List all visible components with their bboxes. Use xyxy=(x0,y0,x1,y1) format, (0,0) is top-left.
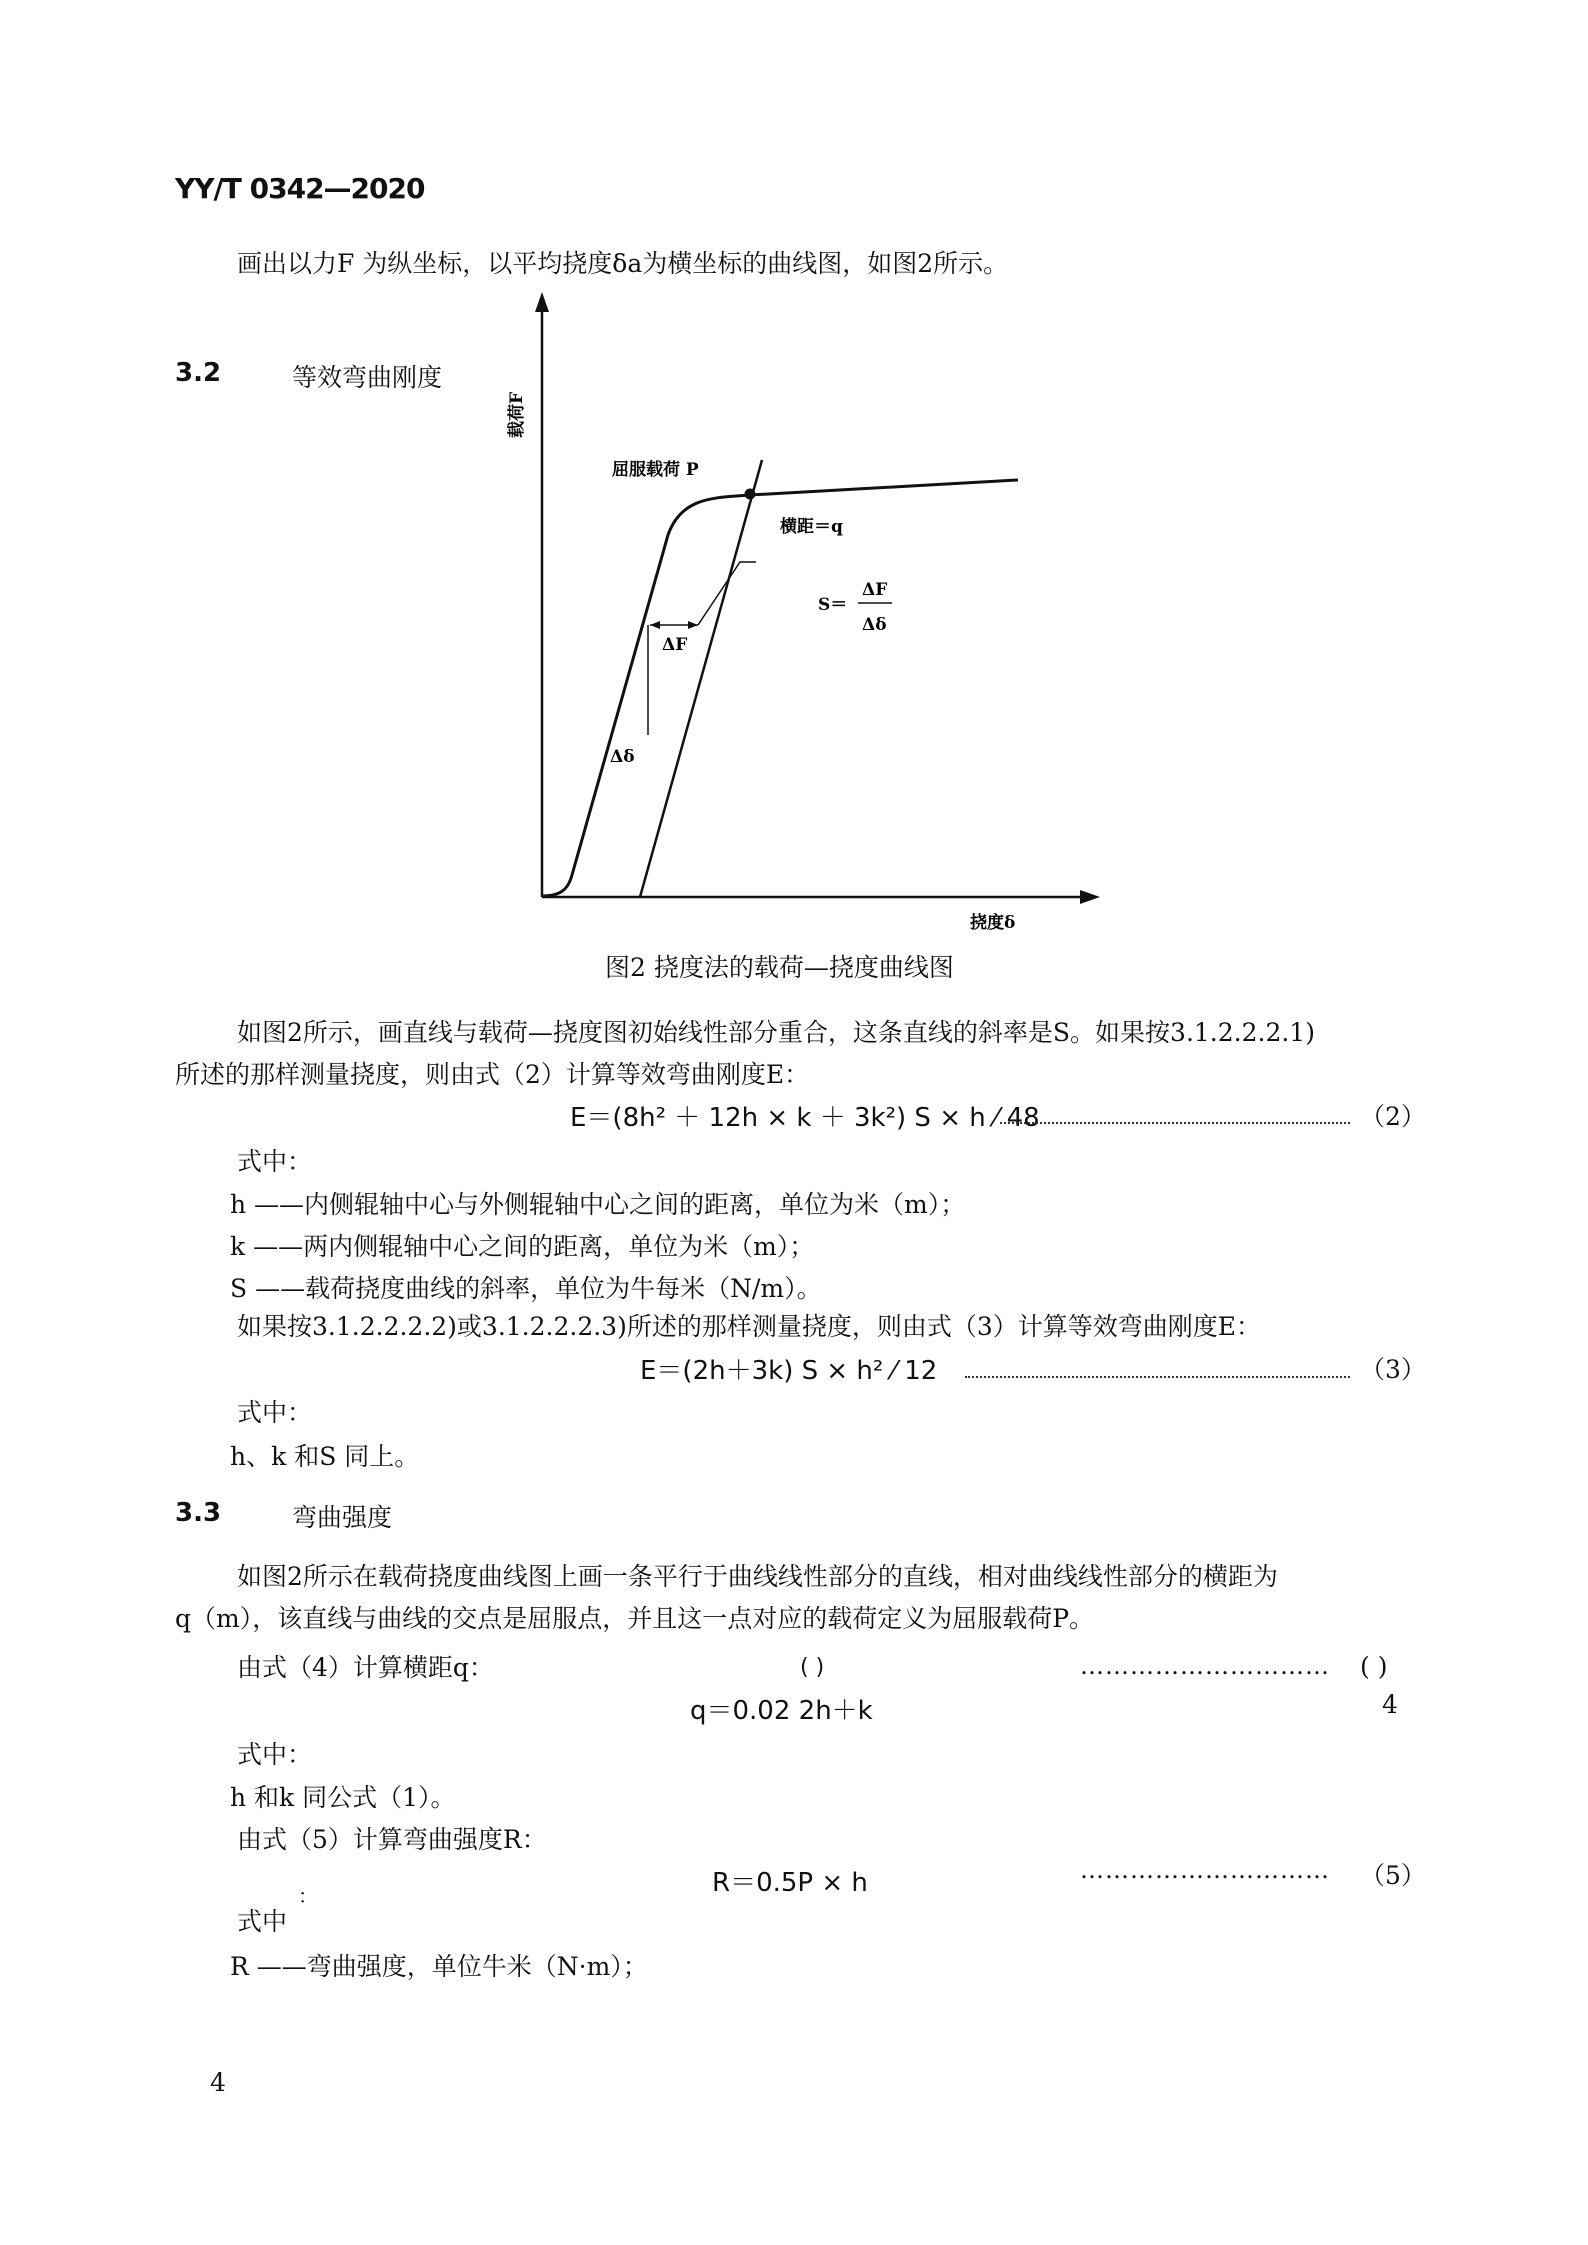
where-label-4-colon: ： xyxy=(298,1884,318,1908)
equation-4-number-bracket: ( ) xyxy=(1360,1652,1388,1681)
intro-paragraph: 画出以力F 为纵坐标，以平均挠度δa为横坐标的曲线图，如图2所示。 xyxy=(237,249,1009,278)
load-deflection-curve xyxy=(542,480,1018,896)
where-label-3: 式中： xyxy=(237,1740,313,1769)
y-axis-arrow xyxy=(535,292,549,312)
equation-3-leader xyxy=(965,1376,1350,1378)
doc-code-header: YY/T 0342—2020 xyxy=(175,172,425,205)
equation-3-number: （3） xyxy=(1360,1355,1426,1384)
section-title-3-2: 等效弯曲刚度 xyxy=(292,363,443,392)
paragraph-2: 如果按3.1.2.2.2.2)或3.1.2.2.2.3)所述的那样测量挠度，则由式（3）计算等效弯曲刚度E： xyxy=(237,1312,1262,1341)
figure-axes xyxy=(542,302,1090,897)
equation-2-leader xyxy=(1000,1122,1350,1124)
slope-label: S＝ xyxy=(818,595,848,615)
page-number: 4 xyxy=(210,2068,226,2097)
definition-s: S ——载荷挠度曲线的斜率，单位为牛每米（N/m）。 xyxy=(230,1274,822,1303)
equation-4-bracket: ( ) xyxy=(800,1655,825,1680)
paragraph-1-line-2: 所述的那样测量挠度，则由式（2）计算等效弯曲刚度E： xyxy=(175,1060,810,1089)
paragraph-3-line-2: q（m），该直线与曲线的交点是屈服点，并且这一点对应的载荷定义为屈服载荷P。 xyxy=(175,1604,1095,1633)
same-as-note-2: h 和k 同公式（1）。 xyxy=(230,1783,456,1812)
paragraph-1-line-1: 如图2所示，画直线与载荷—挠度图初始线性部分重合，这条直线的斜率是S。如果按3.1.2.2.2.1) xyxy=(237,1018,1315,1047)
slope-numerator: ΔF xyxy=(862,580,888,600)
paragraph-4: 由式（4）计算横距q： xyxy=(237,1653,494,1682)
paragraph-3-line-1: 如图2所示在载荷挠度曲线图上画一条平行于曲线线性部分的直线，相对曲线线性部分的横距为 xyxy=(237,1562,1278,1591)
equation-3: E＝(2h＋3k) S × h² ⁄ 12 xyxy=(640,1356,938,1386)
section-title-3-3: 弯曲强度 xyxy=(292,1503,393,1532)
yield-point xyxy=(745,489,756,500)
definition-r: R ——弯曲强度，单位牛米（N·m）； xyxy=(230,1952,648,1981)
where-label-1: 式中： xyxy=(237,1147,313,1176)
section-number-3-3: 3.3 xyxy=(175,1498,222,1528)
x-axis-arrow xyxy=(1080,890,1100,904)
load-deflection-figure xyxy=(500,290,1120,930)
where-label-4: 式中 xyxy=(237,1907,288,1936)
equation-2: E＝(8h² ＋ 12h × k ＋ 3k²) S × h ⁄ 48 xyxy=(570,1103,1040,1133)
equation-5-dots: ………………………… xyxy=(1080,1856,1330,1884)
section-number-3-2: 3.2 xyxy=(175,358,222,388)
offset-leader-line xyxy=(698,562,756,625)
delta-delta-label: Δδ xyxy=(610,747,635,767)
same-as-note: h、k 和S 同上。 xyxy=(230,1442,420,1471)
equation-4-number: 4 xyxy=(1382,1690,1398,1719)
equation-4-dots: ………………………… xyxy=(1080,1652,1330,1680)
offset-label: 横距＝q xyxy=(780,517,843,537)
yield-load-label: 屈服载荷 P xyxy=(612,460,699,480)
equation-4: q＝0.02 2h＋k xyxy=(690,1696,873,1726)
x-axis-label: 挠度δ xyxy=(970,913,1016,930)
figure-caption: 图2 挠度法的载荷—挠度曲线图 xyxy=(605,953,954,982)
offset-parallel-line xyxy=(640,460,762,897)
equation-2-number: （2） xyxy=(1360,1102,1426,1131)
definition-h: h ——内侧辊轴中心与外侧辊轴中心之间的距离，单位为米（m）； xyxy=(230,1190,966,1219)
delta-f-label: ΔF xyxy=(662,635,688,655)
paragraph-5: 由式（5）计算弯曲强度R： xyxy=(237,1825,547,1854)
equation-5: R＝0.5P × h xyxy=(712,1868,868,1898)
definition-k: k ——两内侧辊轴中心之间的距离，单位为米（m）； xyxy=(230,1232,815,1261)
slope-denominator: Δδ xyxy=(862,615,887,635)
equation-5-number: （5） xyxy=(1360,1861,1426,1890)
y-axis-label: 载荷F xyxy=(507,391,527,439)
where-label-2: 式中： xyxy=(237,1398,313,1427)
